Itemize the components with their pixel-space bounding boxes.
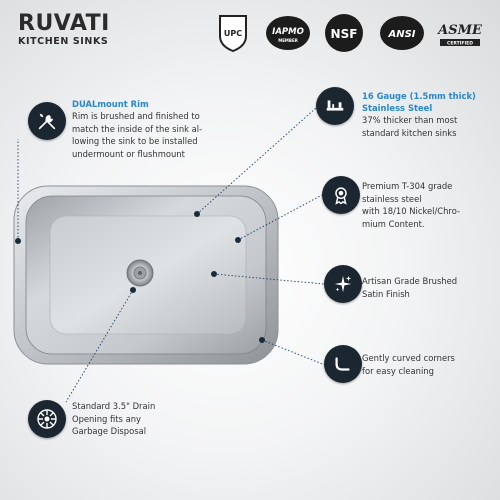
feature-gauge-title-1: 16 Gauge (1.5mm thick): [362, 91, 476, 101]
iapmo-label: IAPMO: [272, 27, 304, 37]
feature-rim-title: DUALmount Rim: [72, 99, 149, 109]
feature-corners: [362, 352, 497, 377]
callout-dot-drain: [130, 287, 136, 293]
feature-steel-line-4: mium Content.: [362, 218, 425, 229]
nsf-label: NSF: [330, 27, 358, 41]
feature-rim: [72, 98, 222, 160]
feature-steel-line-3: with 18/10 Nickel/Chro-: [362, 206, 460, 216]
feature-corners-line-2: for easy cleaning: [362, 365, 434, 376]
feature-rim-line-1: Rim is brushed and finished to: [72, 111, 200, 121]
asme-label: ASME: [438, 23, 482, 38]
feature-gauge-title-2: Stainless Steel: [362, 103, 433, 113]
upc-label: UPC: [223, 29, 243, 38]
feature-rim-line-2: match the inside of the sink al-: [72, 123, 203, 134]
feature-finish-line-2: Satin Finish: [362, 288, 410, 299]
medal-icon: [322, 176, 360, 214]
brand-name: RUVATI: [18, 11, 110, 36]
caliper-icon: [316, 87, 354, 125]
curve-icon: [324, 345, 362, 383]
feature-rim-line-3: lowing the sink to be installed: [72, 136, 198, 146]
wrench-screwdriver-icon: [28, 102, 66, 140]
feature-corners-line-1: Gently curved corners: [362, 353, 455, 363]
feature-steel: [362, 180, 497, 230]
feature-finish: [362, 275, 497, 300]
feature-drain-line-1: Standard 3.5" Drain: [72, 401, 156, 411]
sink-drain: [127, 260, 153, 286]
feature-gauge-line-2: standard kitchen sinks: [362, 127, 457, 138]
feature-gauge: [362, 90, 497, 139]
callout-dot-finish: [211, 271, 217, 277]
iapmo-sub-label: MEMBER: [278, 38, 298, 43]
feature-steel-line-2: stainless steel: [362, 193, 422, 204]
callout-dot-rim: [15, 238, 21, 244]
sparkle-icon: [324, 265, 362, 303]
feature-drain-line-3: Garbage Disposal: [72, 426, 147, 436]
asme-sub-label: CERTIFIED: [447, 41, 473, 47]
brand-tagline: KITCHEN SINKS: [18, 36, 109, 47]
feature-finish-line-1: Artisan Grade Brushed: [362, 276, 458, 286]
callout-dot-corners: [259, 337, 265, 343]
feature-rim-line-4: undermount or flushmount: [72, 148, 185, 159]
callout-dot-gauge: [194, 211, 200, 217]
feature-gauge-line-1: 37% thicker than most: [362, 115, 458, 125]
feature-drain-line-2: Opening fits any: [72, 413, 141, 424]
drain-icon: [28, 400, 66, 438]
feature-drain: [72, 400, 222, 438]
callout-dot-steel: [235, 237, 241, 243]
feature-steel-line-1: Premium T-304 grade: [362, 181, 453, 191]
ansi-label: ANSI: [388, 29, 416, 40]
